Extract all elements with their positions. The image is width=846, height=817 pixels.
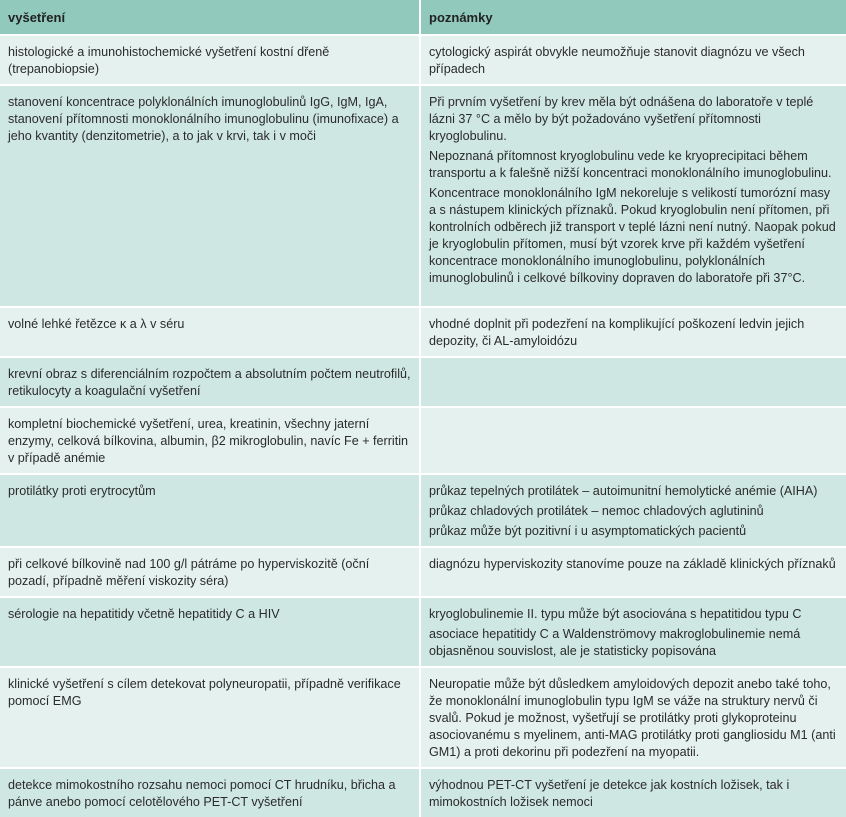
note-paragraph: vhodné doplnit při podezření na komplikující poškození ledvin jejich depozity, či AL-amyloidózu	[429, 317, 805, 348]
table-row	[0, 307, 846, 357]
exam-cell: protilátky proti erytrocytům	[0, 474, 420, 547]
note-paragraph: Neuropatie může být důsledkem amyloidových depozit anebo také toho, že monoklonální imunoglobulin typu IgM se váže na struktury nervů či svalů. Pokud je možnost, vyšetřují se protilátky proti glykoproteinu asociovanému s myelinem, anti-MAG protilátky proti gangliosidu M1 (anti GM1) a proti dekorinu při podezření na myopatii.	[429, 677, 836, 759]
table-row	[0, 357, 846, 407]
column-header-notes: poznámky	[420, 0, 846, 35]
notes-cell	[420, 35, 846, 85]
exam-cell: kompletní biochemické vyšetření, urea, kreatinin, všechny jaterní enzymy, celková bílkovina, albumin, β2 mikroglobulin, navíc Fe + ferritin v případě anémie	[0, 407, 420, 474]
notes-cell	[420, 407, 846, 474]
notes-cell	[420, 307, 846, 357]
notes-cell	[420, 85, 846, 307]
note-paragraph: diagnózu hyperviskozity stanovíme pouze na základě klinických příznaků	[429, 557, 836, 571]
column-header-examination: vyšetření	[0, 0, 420, 35]
exam-cell: sérologie na hepatitidy včetně hepatitidy C a HIV	[0, 597, 420, 667]
table-header-row	[0, 0, 846, 35]
table-row	[0, 35, 846, 85]
table-row	[0, 667, 846, 768]
exam-cell: stanovení koncentrace polyklonálních imunoglobulinů IgG, IgM, IgA, stanovení přítomnosti monoklonálního imunoglobulinu (imunofixace) a jeho kvantity (denzitometrie), a to jak v krvi, tak i v moči	[0, 85, 420, 307]
notes-cell	[420, 597, 846, 667]
exam-cell: klinické vyšetření s cílem detekovat polyneuropatii, případně verifikace pomocí EMG	[0, 667, 420, 768]
exam-cell: histologické a imunohistochemické vyšetření kostní dřeně (trepanobiopsie)	[0, 35, 420, 85]
note-paragraph: asociace hepatitidy C a Waldenströmovy makroglobulinemie nemá objasněnou souvislost, ale je statisticky popisována	[429, 627, 801, 658]
exam-cell: krevní obraz s diferenciálním rozpočtem a absolutním počtem neutrofilů, retikulocyty a koagulační vyšetření	[0, 357, 420, 407]
table-row	[0, 547, 846, 597]
table-row	[0, 407, 846, 474]
table-row	[0, 474, 846, 547]
note-paragraph: Při prvním vyšetření by krev měla být odnášena do laboratoře v teplé lázni 37 °C a mělo by být požadováno vyšetření přítomnosti kryoglobulinu.	[429, 95, 814, 143]
notes-cell	[420, 357, 846, 407]
table-row	[0, 768, 846, 817]
exam-cell: volné lehké řetězce κ a λ v séru	[0, 307, 420, 357]
notes-cell	[420, 547, 846, 597]
table-row	[0, 85, 846, 307]
notes-cell	[420, 474, 846, 547]
note-paragraph: průkaz chladových protilátek – nemoc chladových aglutininů	[429, 504, 764, 518]
note-paragraph: průkaz tepelných protilátek – autoimunitní hemolytické anémie (AIHA)	[429, 484, 818, 498]
note-paragraph: cytologický aspirát obvykle neumožňuje stanovit diagnózu ve všech případech	[429, 45, 805, 76]
note-paragraph: kryoglobulinemie II. typu může být asociována s hepatitidou typu C	[429, 607, 802, 621]
exam-cell: při celkové bílkovině nad 100 g/l pátráme po hyperviskozitě (oční pozadí, případně měření viskozity séra)	[0, 547, 420, 597]
note-paragraph: výhodnou PET-CT vyšetření je detekce jak kostních ložisek, tak i mimokostních ložisek nemoci	[429, 778, 790, 809]
note-paragraph: Koncentrace monoklonálního IgM nekoreluje s velikostí tumorózní masy a s nástupem klinických příznaků. Pokud kryoglobulin není přítomen, při kontrolních odběrech již transport v teplé lázni není nutný. Naopak pokud je kryoglobulin přítomen, musí být vzorek krve při každém vyšetření koncentrace monoklonálního imunoglobulinu, polyklonálních imunoglobulinů i celkové bílkoviny dopraven do laboratoře při 37°C.	[429, 186, 836, 285]
note-paragraph: průkaz může být pozitivní i u asymptomatických pacientů	[429, 524, 747, 538]
exam-cell: detekce mimokostního rozsahu nemoci pomocí CT hrudníku, břicha a pánve anebo pomocí celotělového PET-CT vyšetření	[0, 768, 420, 817]
table-row	[0, 597, 846, 667]
notes-cell	[420, 667, 846, 768]
note-paragraph: Nepoznaná přítomnost kryoglobulinu vede ke kryoprecipitaci během transportu a k falešně nižší koncentraci monoklonálního imunoglobulinu.	[429, 149, 832, 180]
notes-cell	[420, 768, 846, 817]
